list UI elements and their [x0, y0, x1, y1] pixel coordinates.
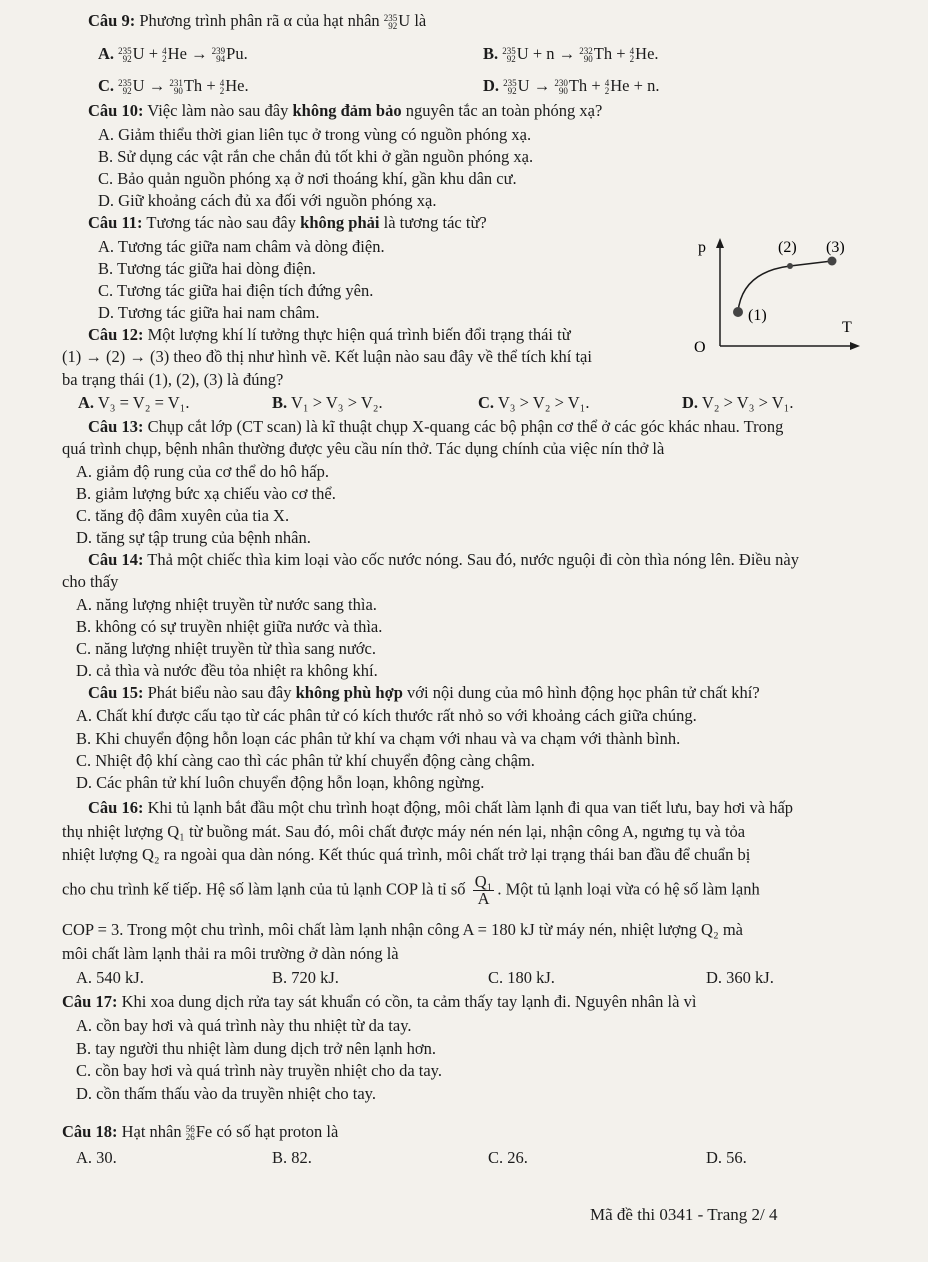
q11-stem: Câu 11: Tương tác nào sau đây không phải là tương tác từ? — [88, 213, 487, 232]
q15-option-b: B. Khi chuyển động hỗn loạn các phân tử khí va chạm với nhau và va chạm với thành bình. — [76, 729, 681, 748]
q14-line1: Câu 14: Thả một chiếc thìa kim loại vào cốc nước nóng. Sau đó, nước nguội đi còn thìa nóng lên. Điều này — [88, 550, 799, 569]
q9-stem: Câu 9: Phương trình phân rã α của hạt nhân 235 92 U là — [88, 11, 427, 32]
q12-option-d: D. V₂ > V₃ > V₁. — [682, 393, 794, 412]
q9-label: Câu 9: — [88, 11, 136, 30]
q10-stem: Câu 10: Việc làm nào sau đây không đảm bảo nguyên tắc an toàn phóng xạ? — [88, 101, 603, 120]
q14-option-c: C. năng lượng nhiệt truyền từ thìa sang nước. — [76, 639, 376, 658]
q18-option-d: D. 56. — [706, 1148, 747, 1167]
q14-line2: cho thấy — [62, 572, 119, 591]
q18-stem: Câu 18: Hạt nhân 56 26 Fe có số hạt proton là — [62, 1122, 339, 1143]
page-footer: Mã đề thi 0341 - Trang 2/ 4 — [590, 1205, 778, 1224]
q16-line2: thụ nhiệt lượng Q₁ từ buồng mát. Sau đó, môi chất được máy nén nén lại, nhận công A, ngưng tụ và tỏa — [62, 822, 746, 841]
q12-pt-graph — [690, 228, 870, 356]
q17-option-a: A. cồn bay hơi và quá trình này thu nhiệt từ da tay. — [76, 1016, 412, 1035]
q16-line3: nhiệt lượng Q₂ ra ngoài qua dàn nóng. Kết thúc quá trình, môi chất trở lại trạng thái ban đầu để chuẩn bị — [62, 845, 751, 864]
graph-x-label: T — [842, 319, 852, 336]
q15-option-d: D. Các phân tử khí luôn chuyển động hỗn loạn, không ngừng. — [76, 773, 485, 792]
q11-option-a: A. Tương tác giữa nam châm và dòng điện. — [98, 237, 385, 256]
graph-state-1-label: (1) — [748, 307, 767, 324]
graph-point-1 — [733, 307, 743, 317]
q13-line2: quá trình chụp, bệnh nhân thường được yêu cầu nín thở. Tác dụng chính của việc nín thở là — [62, 439, 665, 458]
graph-point-2 — [787, 263, 793, 269]
q12-option-c: C. V₃ > V₂ > V₁. — [478, 393, 590, 412]
q13-option-d: D. tăng sự tập trung của bệnh nhân. — [76, 528, 311, 547]
q14-option-d: D. cả thìa và nước đều tỏa nhiệt ra không khí. — [76, 661, 378, 680]
graph-curve-1-2 — [738, 266, 790, 312]
q12-line3: ba trạng thái (1), (2), (3) là đúng? — [62, 370, 284, 389]
q10-option-c: C. Bảo quản nguồn phóng xạ ở nơi thoáng khí, gần khu dân cư. — [98, 169, 517, 188]
graph-y-arrow — [716, 238, 724, 248]
q16-option-c: C. 180 kJ. — [488, 968, 555, 987]
q10-option-a: A. Giảm thiểu thời gian liên tục ở trong vùng có nguồn phóng xạ. — [98, 125, 532, 144]
q11-option-b: B. Tương tác giữa hai dòng điện. — [98, 259, 316, 278]
q11-option-c: C. Tương tác giữa hai điện tích đứng yên. — [98, 281, 374, 300]
q9-option-a: A. 235 92 U + 4 2 He → 239 94 Pu. — [98, 44, 248, 65]
graph-origin-label: O — [694, 339, 706, 356]
q16-line5: COP = 3. Trong một chu trình, môi chất làm lạnh nhận công A = 180 kJ từ máy nén, nhiệt lượng Q₂ mà — [62, 920, 743, 939]
graph-y-label: p — [698, 239, 706, 256]
graph-curve-2-3 — [790, 261, 832, 266]
q18-option-c: C. 26. — [488, 1148, 528, 1167]
q17-stem: Câu 17: Khi xoa dung dịch rửa tay sát khuẩn có cồn, ta cảm thấy tay lạnh đi. Nguyên nhân là vì — [62, 992, 697, 1011]
q10-option-d: D. Giữ khoảng cách đủ xa đối với nguồn phóng xạ. — [98, 191, 437, 210]
q9-option-d: D. 235 92 U → 230 90 Th + 4 2 He + n. — [483, 76, 660, 97]
q18-option-a: A. 30. — [76, 1148, 117, 1167]
q17-option-c: C. cồn bay hơi và quá trình này truyền nhiệt cho da tay. — [76, 1061, 442, 1080]
q18-option-b: B. 82. — [272, 1148, 312, 1167]
q16-option-d: D. 360 kJ. — [706, 968, 774, 987]
q13-option-a: A. giảm độ rung của cơ thể do hô hấp. — [76, 462, 329, 481]
graph-state-3-label: (3) — [826, 239, 845, 256]
q12-option-b: B. V₁ > V₃ > V₂. — [272, 393, 383, 412]
q10-option-b: B. Sử dụng các vật rắn che chắn đủ tốt khi ở gần nguồn phóng xạ. — [98, 147, 534, 166]
graph-state-2-label: (2) — [778, 239, 797, 256]
q14-option-b: B. không có sự truyền nhiệt giữa nước và thìa. — [76, 617, 383, 636]
graph-x-arrow — [850, 342, 860, 350]
q9-option-b: B. 235 92 U + n → 232 90 Th + 4 2 He. — [483, 44, 659, 65]
cop-fraction: $\frac{\text{Q₁}}{A}$ — [474, 872, 493, 908]
q16-line6: môi chất làm lạnh thải ra môi trường ở dàn nóng là — [62, 944, 399, 963]
q16-option-b: B. 720 kJ. — [272, 968, 339, 987]
q12-line1: Câu 12: Một lượng khí lí tưởng thực hiện quá trình biến đổi trạng thái từ — [88, 325, 571, 344]
q14-option-a: A. năng lượng nhiệt truyền từ nước sang thìa. — [76, 595, 377, 614]
q17-option-d: D. cồn thấm thấu vào da truyền nhiệt cho tay. — [76, 1084, 376, 1103]
q11-option-d: D. Tương tác giữa hai nam châm. — [98, 303, 320, 322]
q15-option-c: C. Nhiệt độ khí càng cao thì các phân tử khí chuyển động càng chậm. — [76, 751, 535, 770]
q16-line4: cho chu trình kế tiếp. Hệ số làm lạnh của tủ lạnh COP là tỉ số $\frac{\text{Q₁}}{A}$ . Một tủ lạnh loại vừa có hệ số làm lạnh — [62, 872, 760, 908]
q13-option-c: C. tăng độ đâm xuyên của tia X. — [76, 506, 290, 525]
q16-option-a: A. 540 kJ. — [76, 968, 144, 987]
q12-option-a: A. V₃ = V₂ = V₁. — [78, 393, 190, 412]
q16-line1: Câu 16: Khi tủ lạnh bắt đầu một chu trình hoạt động, môi chất làm lạnh đi qua van tiết lưu, bay hơi và hấp — [88, 798, 794, 817]
q17-option-b: B. tay người thu nhiệt làm dung dịch trở nên lạnh hơn. — [76, 1039, 437, 1058]
q13-line1: Câu 13: Chụp cắt lớp (CT scan) là kĩ thuật chụp X-quang các bộ phận cơ thể ở các góc khác nhau. Trong — [88, 417, 784, 436]
q13-option-b: B. giảm lượng bức xạ chiếu vào cơ thể. — [76, 484, 336, 503]
q15-option-a: A. Chất khí được cấu tạo từ các phân tử có kích thước rất nhỏ so với khoảng cách giữa chúng. — [76, 706, 697, 725]
q15-stem: Câu 15: Phát biểu nào sau đây không phù hợp với nội dung của mô hình động học phân tử chất khí? — [88, 683, 760, 702]
q9-option-c: C. 235 92 U → 231 90 Th + 4 2 He. — [98, 76, 249, 97]
q12-line2: (1) → (2) → (3) theo đồ thị như hình vẽ. Kết luận nào sau đây về thể tích khí tại — [62, 347, 592, 366]
graph-point-3 — [828, 257, 837, 266]
